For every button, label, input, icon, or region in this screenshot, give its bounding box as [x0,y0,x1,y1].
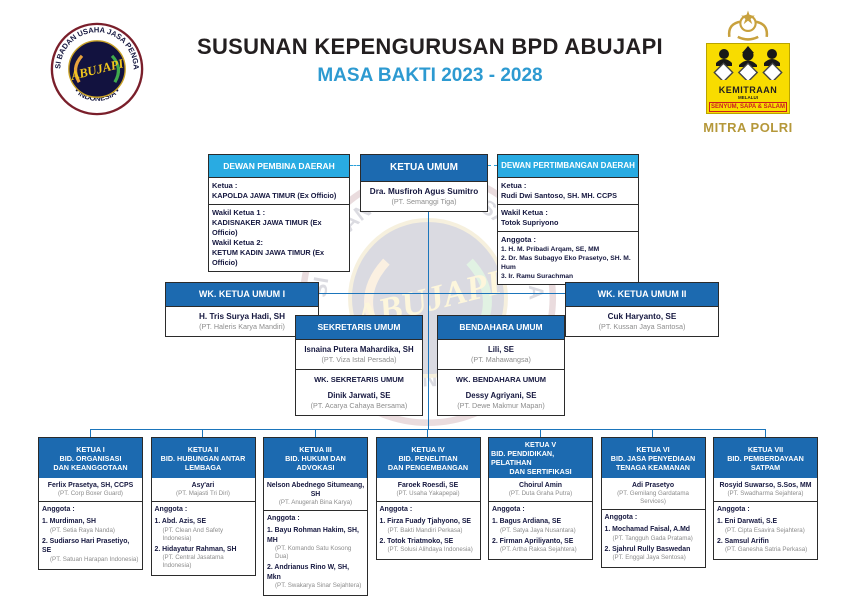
division-leader [377,478,480,501]
bendahara-umum-body [438,339,564,369]
wk-ketua-umum-2-name: Cuk Haryanto, SE [607,312,677,321]
wk-ketua-umum-2-body [566,306,718,336]
ketua-label: Ketua : [212,181,238,190]
wk-bendahara-umum-name: Dessy Agriyani, SE [465,391,537,400]
anggota-label: Anggota : [717,506,750,513]
division-members [489,501,592,559]
wakil-ketua-1-value: KADISNAKER JAWA TIMUR (Ex Officio) [212,218,322,237]
kemitraan-badge [706,43,790,114]
division-subtitle: BID. HUBUNGAN ANTAR [160,453,246,463]
ketua-umum-header: KETUA UMUM [361,155,487,181]
sekretaris-umum-header: SEKRETARIS UMUM [296,316,422,339]
connector-wk-horizontal [319,293,565,294]
wk-bendahara-umum-body [438,369,564,415]
division-header [39,438,142,478]
wk-ketua-umum-2-header: WK. KETUA UMUM II [566,283,718,306]
leader-name: Nelson Abednego Situmeang, SH [266,482,365,498]
member-company: (PT. Bakti Mandiri Perkasa) [387,526,463,534]
division-subtitle: BID. HUKUM DAN [285,453,346,463]
member-company: (PT. Solusi Alihdaya Indonesia) [387,546,473,553]
anggota-item: 1. H. M. Pribadi Arqam, SE, MM [501,246,600,253]
senyum-sapa-salam-text: SENYUM, SAPA & SALAM [710,104,785,110]
division-leader [714,478,817,501]
dewan-pembina-wakil-section [209,204,349,271]
mitra-polri-logo [700,8,796,135]
wakil-ketua-label: Wakil Ketua : [501,208,548,217]
division-subtitle: DAN KEANGGOTAAN [53,462,128,472]
leader-company: (PT. Majasti Tri Diri) [176,490,230,497]
connector-stub-1 [90,429,91,437]
division-subtitle: TENAGA KEAMANAN [615,462,690,472]
sekretaris-umum-company: (PT. Viza Istal Persada) [321,355,397,364]
member-name: 2. Andrianus Rino W, SH, Mkn [267,564,350,581]
ketua-umum-body [361,181,487,211]
wk-ketua-umum-1-name: H. Tris Surya Hadi, SH [199,312,285,321]
dewan-pertimbangan-box [497,154,639,285]
sekretaris-umum-name: Isnaina Putera Mahardika, SH [304,345,414,354]
mitra-polri-caption: MITRA POLRI [703,120,793,135]
ketua-value: KAPOLDA JAWA TIMUR (Ex Officio) [212,191,337,200]
leader-name: Faroek Roesdi, SE [397,482,459,489]
member-name: 2. Sjahrul Rully Baswedan [604,545,691,553]
three-figures-icon [709,46,787,80]
wk-sekretaris-umum-name: Dinik Jarwati, SE [327,391,391,400]
ketua-value: Rudi Dwi Santoso, SH. MH. CCPS [501,191,617,200]
connector-stub-3 [315,429,316,437]
member-name: 1. Bagus Ardiana, SE [492,518,562,525]
member-company: (PT. Setia Raya Nanda) [50,526,115,534]
member-name: 2. Hidayatur Rahman, SH [154,545,237,553]
division-header [602,438,705,478]
division-members [152,501,255,575]
melalui-text: MELALUI [738,95,758,100]
leader-name: Ferlix Prasetya, SH, CCPS [47,482,134,489]
leader-name: Choirul Amin [519,482,562,489]
connector-main-vertical [428,210,429,429]
dewan-pertimbangan-wakil-section [498,204,638,231]
member-company: (PT. Tangguh Gada Pratama) [612,534,693,542]
connector-dash-pertimbangan [488,165,497,166]
division-box-ketua-2 [151,437,256,576]
connector-stub-6 [652,429,653,437]
member-name: 1. Bayu Rohman Hakim, SH, MH [267,527,359,544]
dewan-pertimbangan-ketua-section [498,177,638,204]
division-members [39,501,142,569]
division-header [377,438,480,478]
member-company: (PT. Cipta Esavira Sejahtera) [725,526,805,534]
anggota-item: 2. Dr. Mas Subagyo Eko Prasetyo, SH. M. Hum [501,255,631,271]
member-company: (PT. Satuan Harapan Indonesia) [50,555,139,563]
bendahara-umum-box [437,315,565,416]
member-company: (PT. Satya Jaya Nusantara) [500,526,576,534]
division-title: KETUA VII [747,444,784,454]
leader-company: (PT. Corp Boxer Guard) [58,490,123,497]
division-subtitle: DAN PENGEMBANGAN [387,462,469,472]
member-company: (PT. Clean And Safety Indonesia) [162,526,224,542]
wk-ketua-umum-2-box [565,282,719,337]
division-title: KETUA V [524,440,557,449]
dewan-pembina-header: DEWAN PEMBINA DAERAH [209,155,349,177]
division-members [264,510,367,595]
dewan-pertimbangan-anggota-section [498,231,638,284]
sekretaris-umum-box [295,315,423,416]
division-members [602,509,705,567]
leader-company: (PT. Usaha Yakapepai) [396,490,460,497]
division-box-ketua-3 [263,437,368,596]
division-members [377,501,480,559]
bendahara-umum-name: Lili, SE [488,345,514,354]
division-leader [489,478,592,501]
division-box-ketua-7 [713,437,818,560]
connector-bottom-horizontal [90,429,766,430]
page-subtitle: MASA BAKTI 2023 - 2028 [317,65,543,86]
member-name: 1. Abd. Azis, SE [154,518,207,525]
connector-stub-7 [765,429,766,437]
ketua-umum-company: (PT. Semanggi Tiga) [391,197,457,206]
sekretaris-umum-body [296,339,422,369]
division-title: KETUA II [187,444,219,454]
division-subtitle: LEMBAGA [184,462,222,472]
wk-bendahara-umum-title: WK. BENDAHARA UMUM [455,375,547,384]
anggota-label: Anggota : [501,235,536,244]
leader-company: (PT. Duta Graha Putra) [508,490,573,497]
wk-sekretaris-umum-company: (PT. Acarya Cahaya Bersama) [310,401,408,410]
division-header [264,438,367,478]
member-name: 1. Eni Darwati, S.E [717,518,778,525]
leader-name: Asy'ari [191,482,215,489]
leader-name: Adi Prasetyo [631,482,675,489]
division-subtitle: BID. PEMBERDAYAAN [727,453,804,463]
connector-stub-5 [540,429,541,437]
division-title: KETUA I [76,444,105,454]
bendahara-umum-company: (PT. Mahawangsa) [471,355,531,364]
anggota-label: Anggota : [492,506,525,513]
dewan-pembina-ketua-section [209,177,349,204]
division-box-ketua-4 [376,437,481,560]
wakil-ketua-2-label: Wakil Ketua 2: [212,238,263,247]
ketua-umum-name: Dra. Musfiroh Agus Sumitro [369,187,479,196]
member-name: 2. Sudiarso Hari Prasetiyo, SE [42,537,130,554]
wakil-ketua-value: Totok Supriyono [501,218,559,227]
division-header [489,438,592,478]
member-name: 1. Mochamad Faisal, A.Md [604,526,691,533]
member-company: (PT. Enggal Jaya Sentosa) [612,554,686,561]
dewan-pertimbangan-header: DEWAN PERTIMBANGAN DAERAH [498,155,638,177]
member-company: (PT. Swakarya Sinar Sejahtera) [275,582,362,589]
ketua-label: Ketua : [501,181,527,190]
page-title: SUSUNAN KEPENGURUSAN BPD ABUJAPI [197,34,663,59]
bendahara-umum-header: BENDAHARA UMUM [438,316,564,339]
member-company: (PT. Artha Raksa Sejahtera) [500,546,577,553]
leader-name: Rosyid Suwarso, S.Sos, MM [719,482,812,489]
division-header [152,438,255,478]
division-subtitle: BID. PENELITIAN [398,453,458,463]
leader-company: (PT. Gemilang Gardatama Services) [617,490,689,505]
anggota-label: Anggota : [379,506,413,513]
division-title: KETUA IV [411,444,445,454]
division-box-ketua-5 [488,437,593,560]
page-header [150,34,710,87]
division-header [714,438,817,478]
wk-ketua-umum-1-company: (PT. Haleris Karya Mandiri) [199,322,285,331]
anggota-item: 3. Ir. Ramu Surachman [501,273,574,280]
member-name: 2. Totok Triatmoko, SE [379,537,454,545]
connector-stub-2 [202,429,203,437]
division-title: KETUA VI [636,444,670,454]
member-company: (PT. Central Jasatama Indonesia) [162,554,224,569]
kemitraan-text: KEMITRAAN [718,85,778,95]
division-subtitle: ADVOKASI [296,462,335,472]
wakil-ketua-1-label: Wakil Ketua 1 : [212,208,266,217]
police-emblem-icon [722,8,774,42]
dewan-pembina-box [208,154,350,272]
division-leader [152,478,255,501]
division-title: KETUA III [299,444,332,454]
wk-ketua-umum-2-company: (PT. Kussan Jaya Santosa) [598,322,686,331]
division-subtitle: BID. ORGANISASI [59,453,122,463]
abujapi-logo [50,22,144,116]
connector-stub-4 [427,429,428,437]
division-members [714,501,817,559]
wk-ketua-umum-1-header: WK. KETUA UMUM I [166,283,318,306]
member-name: 1. Murdiman, SH [42,518,96,525]
member-name: 2. Firman Apriliyanto, SE [492,537,574,545]
anggota-label: Anggota : [267,515,300,522]
leader-company: (PT. Anugerah Bina Karya) [278,499,353,506]
division-box-ketua-6 [601,437,706,568]
division-leader [39,478,142,501]
anggota-label: Anggota : [604,514,638,521]
member-name: 2. Samsul Arifin [717,537,769,545]
leader-company: (PT. Swadharma Sejahtera) [727,490,804,497]
division-leader [602,478,705,509]
wk-bendahara-umum-company: (PT. Dewe Makmur Mapan) [457,401,545,410]
division-box-ketua-1 [38,437,143,570]
member-name: 1. Firza Fuady Tjahyono, SE [379,518,472,525]
wakil-ketua-2-value: KETUM KADIN JAWA TIMUR (Ex Officio) [212,248,325,267]
division-subtitle: DAN SERTIFIKASI [509,467,572,476]
connector-dash-pembina [350,165,360,166]
ketua-umum-box [360,154,488,212]
wk-sekretaris-umum-title: WK. SEKRETARIS UMUM [314,375,404,384]
anggota-label: Anggota : [154,506,188,513]
division-subtitle: SATPAM [750,462,781,472]
division-subtitle: BID. JASA PENYEDIAAN [610,453,696,463]
division-leader [264,478,367,510]
anggota-label: Anggota : [42,506,75,513]
wk-sekretaris-umum-body [296,369,422,415]
member-company: (PT. Komando Satu Kosong Dua) [275,545,352,560]
division-subtitle: BID. PENDIDIKAN, PELATIHAN [491,449,555,467]
member-company: (PT. Ganesha Satria Perkasa) [725,546,808,553]
